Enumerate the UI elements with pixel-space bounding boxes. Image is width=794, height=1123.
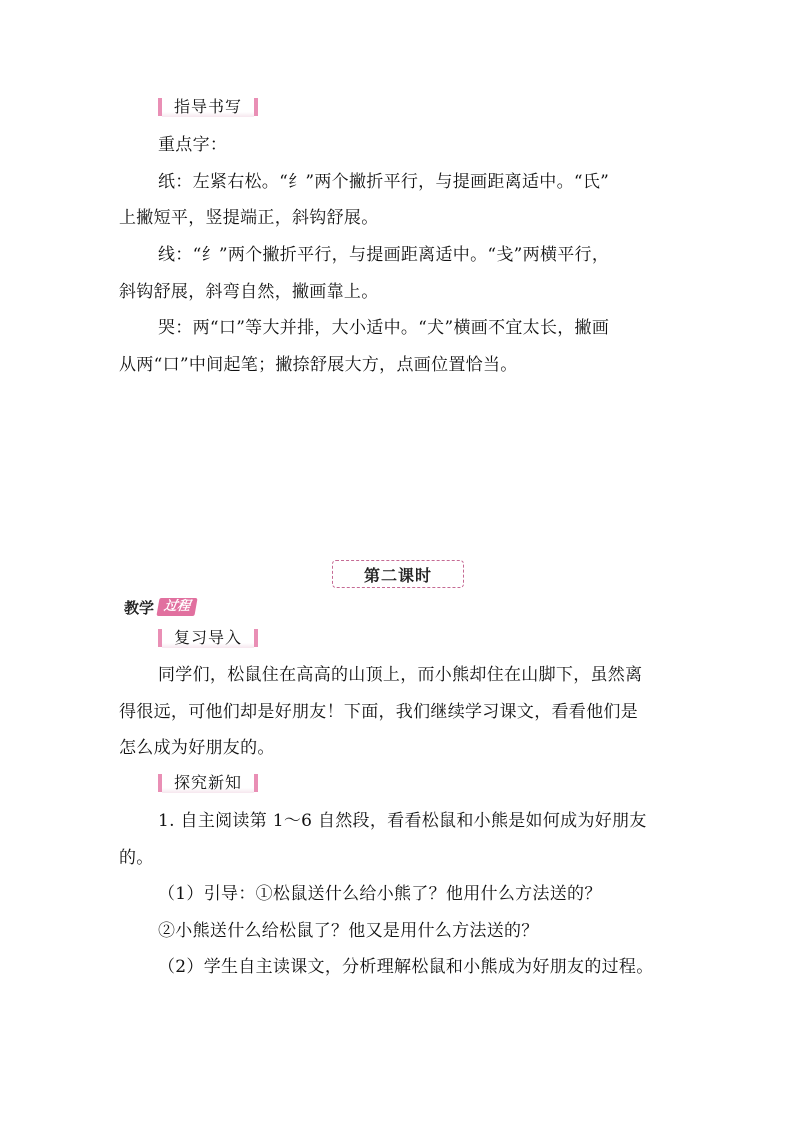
paragraph-line: ②小熊送什么给松鼠了？他又是用什么方法送的？	[158, 921, 539, 941]
heading-right-bar	[254, 629, 258, 647]
paragraph-line: 的。	[119, 848, 154, 868]
teaching-process-label	[120, 597, 196, 617]
section-heading-text: 复习导入	[162, 628, 254, 648]
section-heading-writing-guide	[158, 96, 258, 118]
heading-right-bar	[254, 98, 258, 116]
lesson-title-box: 第二课时	[332, 560, 464, 588]
paragraph-line: 斜钩舒展，斜弯自然，撇画靠上。	[119, 282, 379, 302]
paragraph-line: 得很远，可他们却是好朋友！下面，我们继续学习课文，看看他们是	[119, 702, 638, 722]
teaching-label-part1: 教学	[124, 598, 155, 617]
paragraph-line: 线：“纟”两个撇折平行，与提画距离适中。“戋”两横平行，	[158, 245, 610, 265]
paragraph-line: 怎么成为好朋友的。	[119, 738, 275, 758]
paragraph-line: 从两“口”中间起笔；撇捺舒展大方，点画位置恰当。	[119, 355, 518, 375]
section-heading-text: 指导书写	[162, 97, 254, 117]
section-heading-review-intro	[158, 627, 258, 649]
paragraph-line: （1）引导：①松鼠送什么给小熊了？他用什么方法送的？	[158, 884, 602, 904]
paragraph-line: 上撇短平，竖提端正，斜钩舒展。	[119, 208, 379, 228]
section-heading-text: 探究新知	[162, 773, 254, 793]
paragraph-line: 重点字：	[158, 135, 228, 155]
teaching-label-part2: 过程	[156, 598, 197, 616]
paragraph-line: 纸：左紧右松。“纟”两个撇折平行，与提画距离适中。“氏”	[158, 172, 610, 192]
heading-right-bar	[254, 774, 258, 792]
paragraph-line: （2）学生自主读课文，分析理解松鼠和小熊成为好朋友的过程。	[158, 957, 654, 977]
section-heading-explore-new	[158, 772, 258, 794]
paragraph-line: 哭：两“口”等大并排，大小适中。“犬”横画不宜太长，撇画	[158, 318, 610, 338]
paragraph-line: 1. 自主阅读第 1～6 自然段，看看松鼠和小熊是如何成为好朋友	[158, 811, 647, 831]
paragraph-line: 同学们，松鼠住在高高的山顶上，而小熊却住在山脚下，虽然离	[158, 665, 643, 685]
